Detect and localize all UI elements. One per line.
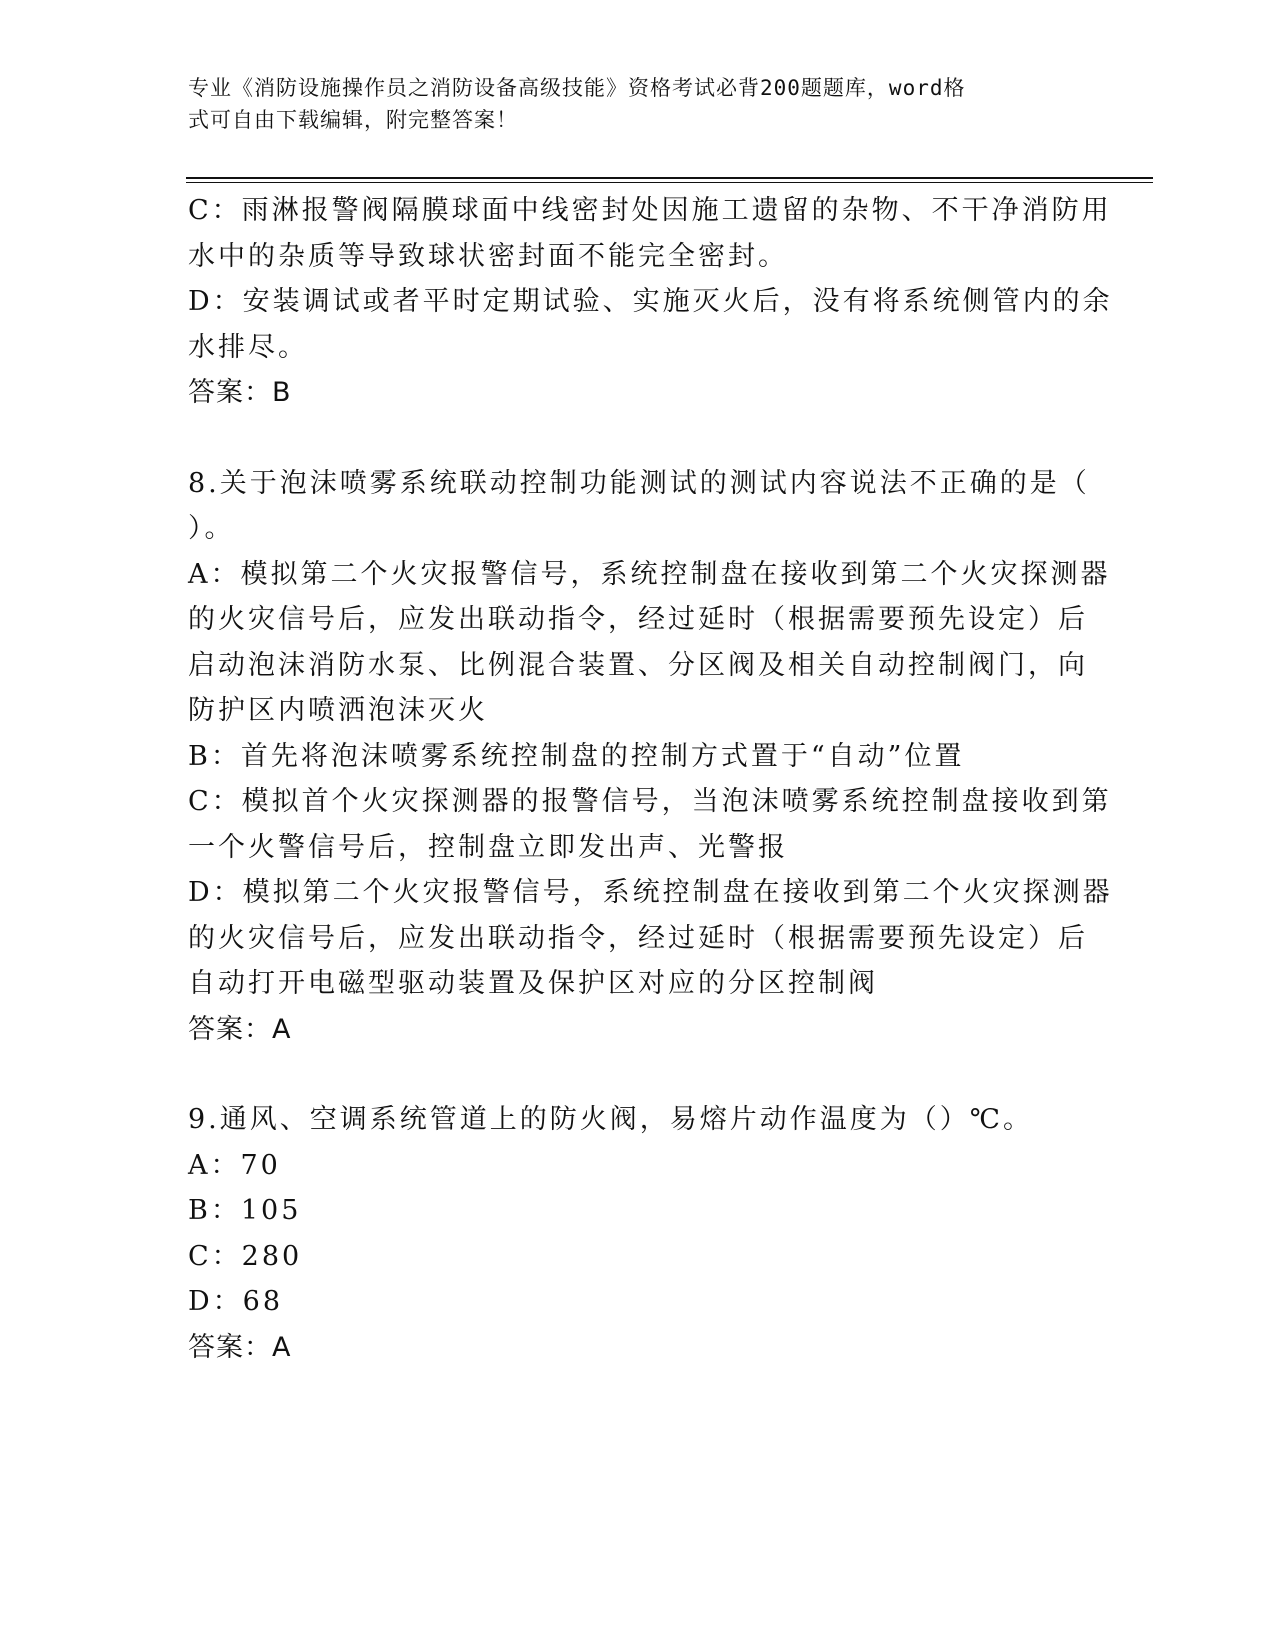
q7-answer: 答案：B: [188, 377, 292, 408]
q8-answer: 答案：A: [188, 1013, 292, 1045]
question-8: [188, 461, 1113, 1053]
q9-answer: 答案：A: [188, 1331, 292, 1363]
header-line-1: 专业《消防设施操作员之消防设备高级技能》资格考试必背200题题库，word格: [188, 76, 966, 100]
q8-question-line-2: ）。: [188, 513, 235, 544]
q9-option-a: A：70: [188, 1149, 281, 1181]
header-divider-thin: [186, 182, 1153, 183]
q8-option-b-line-1: B：首先将泡沫喷雾系统控制盘的控制方式置于“自动”位置: [188, 740, 965, 772]
q9-option-d: D：68: [188, 1286, 284, 1317]
q9-option-c: C：280: [188, 1240, 303, 1272]
q8-option-c-line-1: C：模拟首个火灾探测器的报警信号，当泡沫喷雾系统控制盘接收到第: [188, 786, 1112, 817]
header-line-2: 式可自由下载编辑，附完整答案！: [188, 108, 518, 132]
q7-option-c-line-2: 水中的杂质等导致球状密封面不能完全密封。: [188, 240, 788, 272]
q8-option-d-line-1: D：模拟第二个火灾报警信号，系统控制盘在接收到第二个火灾探测器: [188, 877, 1113, 908]
q7-continued: [188, 188, 1113, 416]
q9-option-b: B：105: [188, 1195, 302, 1226]
q7-option-c-line-1: C：雨淋报警阀隔膜球面中线密封处因施工遗留的杂物、不干净消防用: [188, 195, 1112, 226]
q7-option-d-line-1: D：安装调试或者平时定期试验、实施灭火后，没有将系统侧管内的余: [188, 286, 1113, 317]
q9-question-line-1: 9.通风、空调系统管道上的防火阀，易熔片动作温度为（）℃。: [188, 1104, 1033, 1135]
q7-option-d-line-2: 水排尽。: [188, 331, 308, 363]
spacer: [188, 1052, 1068, 1097]
spacer: [188, 416, 1068, 461]
q8-option-a-line-3: 启动泡沫消防水泵、比例混合装置、分区阀及相关自动控制阀门，向: [188, 649, 1088, 681]
q8-option-c-line-2: 一个火警信号后，控制盘立即发出声、光警报: [188, 831, 788, 863]
document-body: [188, 188, 1113, 1370]
q8-option-d-line-2: 的火灾信号后，应发出联动指令，经过延时（根据需要预先设定）后: [188, 922, 1088, 954]
header-divider-thick: [186, 177, 1153, 179]
q8-option-d-line-3: 自动打开电磁型驱动装置及保护区对应的分区控制阀: [188, 968, 878, 999]
q8-option-a-line-2: 的火灾信号后，应发出联动指令，经过延时（根据需要预先设定）后: [188, 604, 1088, 635]
q8-option-a-line-4: 防护区内喷洒泡沫灭火: [188, 695, 488, 726]
document-header: [188, 72, 1088, 136]
q8-question-line-1: 8.关于泡沫喷雾系统联动控制功能测试的测试内容说法不正确的是（: [188, 467, 1090, 499]
question-9: [188, 1097, 1068, 1370]
q8-option-a-line-1: A：模拟第二个火灾报警信号，系统控制盘在接收到第二个火灾探测器: [188, 558, 1111, 590]
